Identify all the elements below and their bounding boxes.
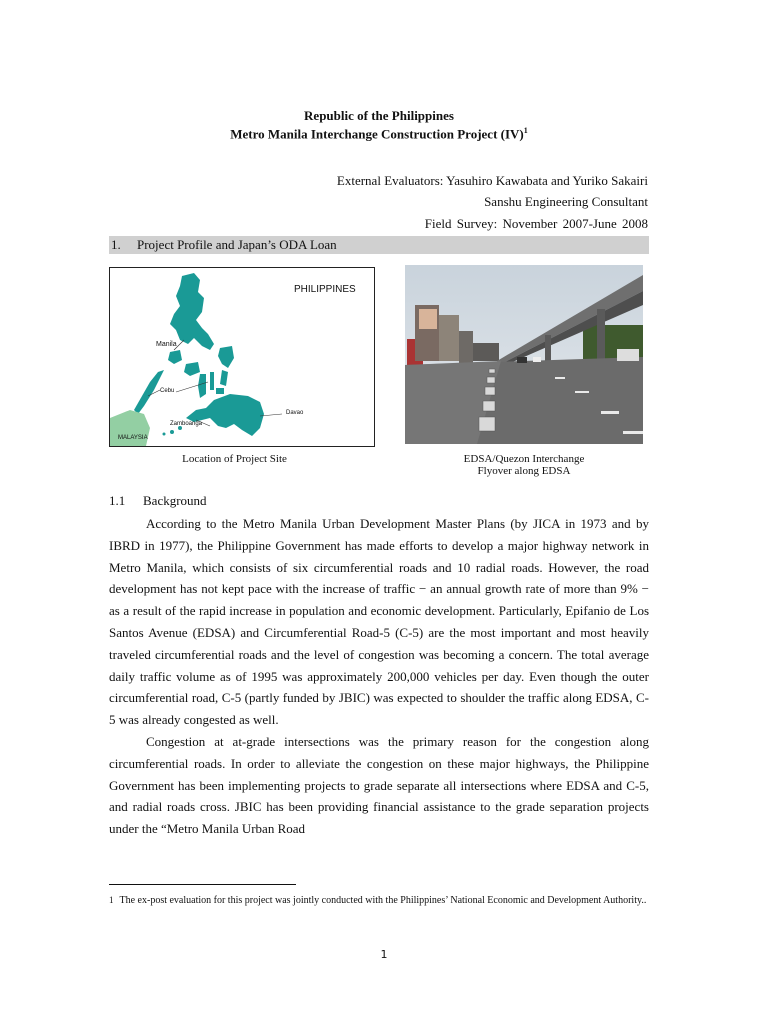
field-survey-line: Field Survey: November 2007-June 2008 <box>424 216 648 231</box>
subsection-heading <box>109 493 207 509</box>
section-number: 1. <box>111 237 121 252</box>
footnote-divider <box>109 884 296 885</box>
title-footnote-marker: 1 <box>523 126 528 135</box>
project-title-text: Metro Manila Interchange Construction Project (IV) <box>230 126 524 142</box>
section-title: Project Profile and Japan’s ODA Loan <box>137 237 337 252</box>
footnote-marker: 1 <box>109 895 114 905</box>
document-title-project <box>0 126 758 142</box>
map-label-davao: Davao <box>286 410 304 416</box>
footnote-text: The ex-post evaluation for this project was jointly conducted with the Philippines’ National Economic and Development Authority.. <box>119 895 647 906</box>
map-caption: Location of Project Site <box>182 453 287 465</box>
subsection-number: 1.1 <box>109 493 126 508</box>
footnote <box>109 893 649 908</box>
photo-caption <box>405 453 643 477</box>
section-heading <box>109 236 649 254</box>
map-label-cebu: Cebu <box>160 388 175 394</box>
edsa-flyover-photo <box>405 265 643 444</box>
map-label-philippines: PHILIPPINES <box>294 284 356 295</box>
map-label-malaysia: MALAYSIA <box>118 435 148 441</box>
paragraph: Congestion at at-grade intersections was the primary reason for the congestion along circumferential roads. In order to alleviate the congestion on these major highways, the Philippine Government has been implementing projects to grade separate all intersections where EDSA and C-5, and radial roads cross. JBIC has been providing financial assistance to the grade separation projects under the “Metro Manila Urban Road <box>109 733 649 837</box>
consultant-line: Sanshu Engineering Consultant <box>484 194 648 209</box>
evaluators-line: External Evaluators: Yasuhiro Kawabata and Yuriko Sakairi <box>336 173 648 188</box>
map-label-zamboanga: Zamboanga <box>170 421 203 427</box>
document-title-country: Republic of the Philippines <box>304 108 454 123</box>
map-label-manila: Manila <box>156 341 177 348</box>
photo-caption-line2: Flyover along EDSA <box>477 465 571 477</box>
paragraph: According to the Metro Manila Urban Development Master Plans (by JICA in 1973 and by IBRD in 1977), the Philippine Government has made efforts to develop a major highway network in Metro Manila, which consists of six circumferential roads and 10 radial roads. However, the road development has not kept pace with the increase of traffic − an annual growth rate of more than 9% − as a result of the rapid increase in population and economic development. Particularly, Epifanio de Los Santos Avenue (EDSA) and Circumferential Road-5 (C-5) are the most important and most heavily traveled circumferential roads and the level of congestion was becoming a concern. The total average daily traffic volume as of 1995 was approximately 200,000 vehicles per day. Even though the outer circumferential road, C-5 (partly funded by JBIC) was expected to shoulder the traffic along EDSA, C-5 was already congested as well. <box>109 516 649 728</box>
body-text <box>109 513 649 840</box>
photo-caption-line1: EDSA/Quezon Interchange <box>463 453 585 465</box>
philippines-map <box>109 267 375 447</box>
photo-graphic <box>405 265 643 444</box>
subsection-title: Background <box>143 493 207 508</box>
page-number: 1 <box>380 948 388 961</box>
